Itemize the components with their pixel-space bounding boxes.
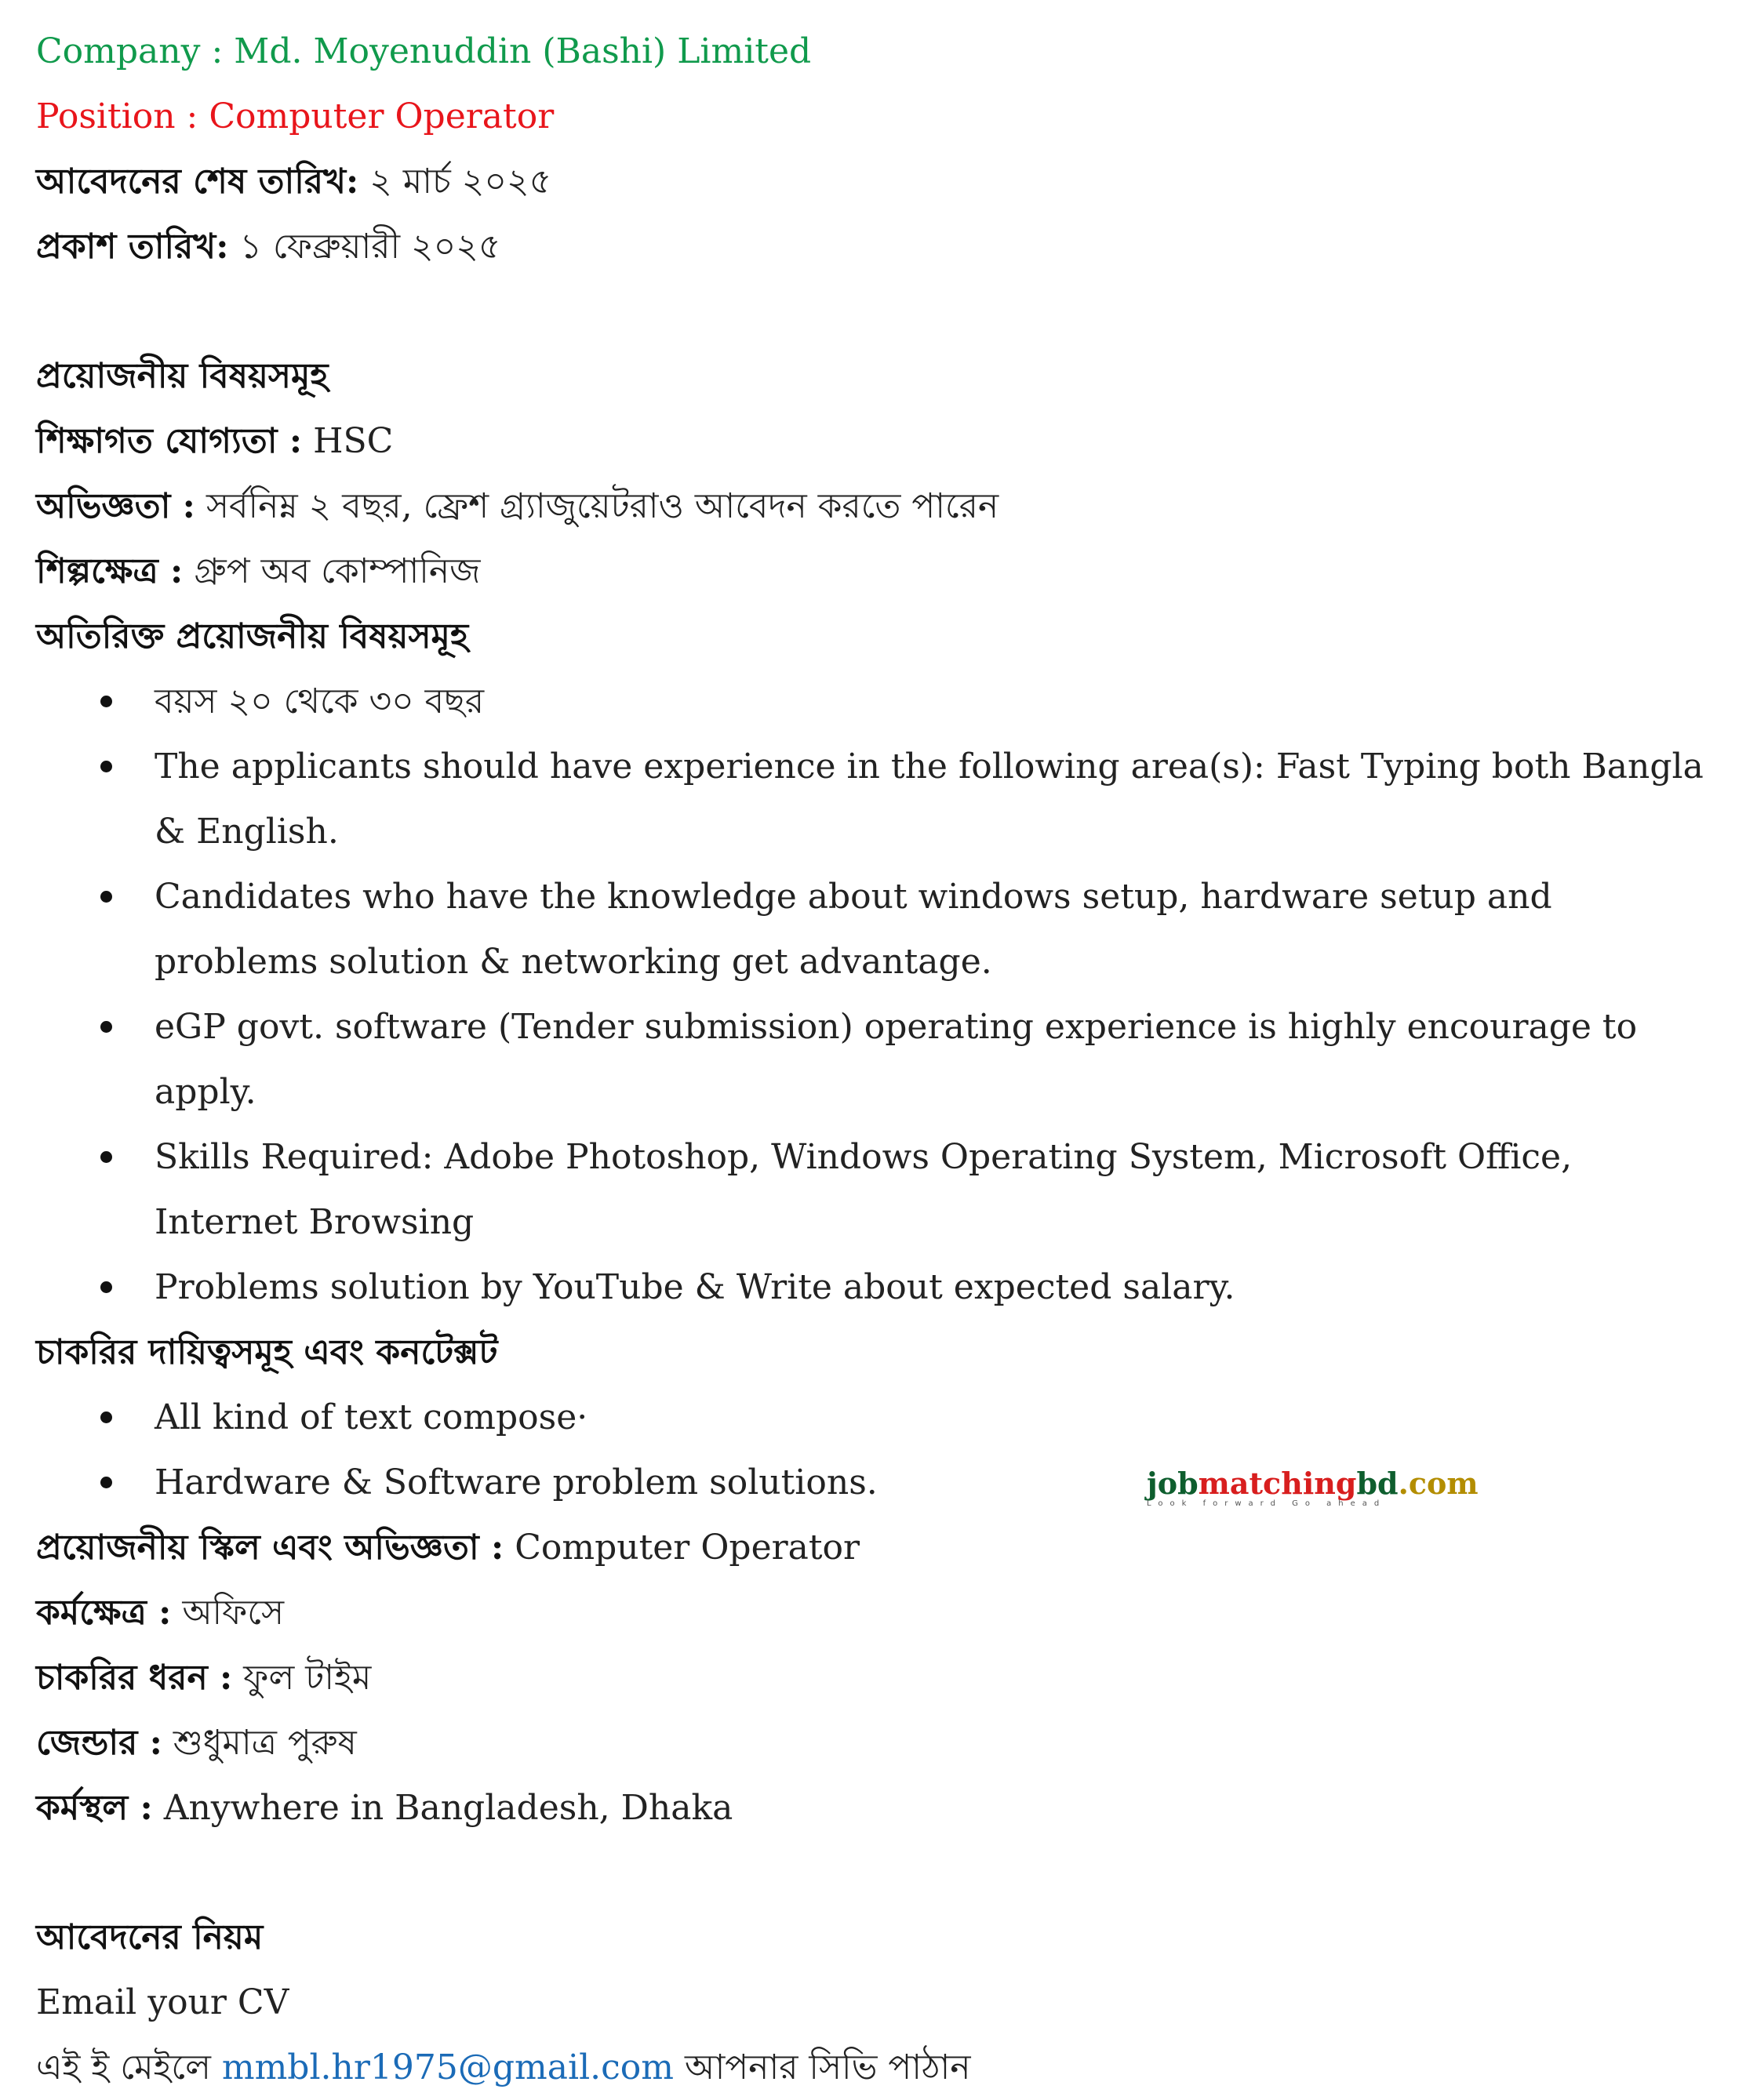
experience-line bbox=[36, 474, 1715, 539]
company-line bbox=[36, 19, 1715, 84]
responsibilities-heading: চাকরির দায়িত্বসমূহ এবং কনটেক্সট bbox=[36, 1332, 498, 1372]
job-post bbox=[36, 19, 1715, 2100]
additional-list bbox=[36, 669, 1715, 1320]
position-title: Computer Operator bbox=[209, 96, 555, 136]
deadline-line bbox=[36, 149, 1715, 214]
list-item: Skills Required: Adobe Photoshop, Windows Operating System, Microsoft Office, Internet Browsing bbox=[36, 1124, 1715, 1255]
published-line bbox=[36, 214, 1715, 279]
list-item: eGP govt. software (Tender submission) operating experience is highly encourage to apply. bbox=[36, 994, 1715, 1124]
bullet-icon bbox=[100, 1281, 112, 1293]
bullet-icon bbox=[100, 1412, 112, 1423]
position-line bbox=[36, 84, 1715, 149]
bullet-icon bbox=[100, 1477, 112, 1488]
experience-label: অভিজ্ঞতা : bbox=[36, 486, 195, 526]
skills-line bbox=[36, 1515, 1715, 1580]
requirements-heading: প্রয়োজনীয় বিষয়সমূহ bbox=[36, 356, 329, 396]
industry-line bbox=[36, 539, 1715, 604]
apply-suffix: আপনার সিভি পাঠান bbox=[684, 2047, 971, 2087]
industry-label: শিল্পক্ষেত্র : bbox=[36, 551, 184, 591]
job-type-value: ফুল টাইম bbox=[243, 1658, 372, 1698]
email-link[interactable]: mmbl.hr1975@gmail.com bbox=[221, 2047, 674, 2087]
apply-prefix: এই ই মেইলে bbox=[36, 2047, 211, 2087]
deadline-label: আবেদনের শেষ তারিখ: bbox=[36, 162, 359, 202]
bullet-icon bbox=[100, 761, 112, 772]
bullet-icon bbox=[100, 891, 112, 903]
position-label: Position : bbox=[36, 96, 198, 136]
list-item: The applicants should have experience in the following area(s): Fast Typing both Bangla & English. bbox=[36, 734, 1715, 864]
watermark-tagline: Look forward Go ahead bbox=[1147, 1499, 1387, 1508]
list-item: All kind of text compose· bbox=[36, 1385, 1715, 1450]
bullet-icon bbox=[100, 696, 112, 707]
apply-line-1: Email your CV bbox=[36, 1982, 289, 2022]
gender-value: শুধুমাত্র পুরুষ bbox=[173, 1723, 357, 1763]
job-type-label: চাকরির ধরন : bbox=[36, 1658, 233, 1698]
site-watermark bbox=[1147, 1466, 1479, 1515]
published-value: ১ ফেব্রুয়ারী ২০২৫ bbox=[239, 227, 501, 267]
location-label: কর্মস্থল : bbox=[36, 1788, 153, 1828]
workplace-line bbox=[36, 1580, 1715, 1645]
workplace-label: কর্মক্ষেত্র : bbox=[36, 1593, 172, 1633]
location-line bbox=[36, 1775, 1715, 1840]
skills-label: প্রয়োজনীয় স্কিল এবং অভিজ্ঞতা : bbox=[36, 1528, 504, 1568]
list-item: বয়স ২০ থেকে ৩০ বছর bbox=[36, 669, 1715, 734]
bullet-icon bbox=[100, 1151, 112, 1163]
gender-line bbox=[36, 1710, 1715, 1775]
workplace-value: অফিসে bbox=[182, 1593, 285, 1633]
list-item: Candidates who have the knowledge about windows setup, hardware setup and problems solution & networking get advantage. bbox=[36, 864, 1715, 994]
experience-value: সর্বনিম্ন ২ বছর, ফ্রেশ গ্র্যাজুয়েটরাও আবেদন করতে পারেন bbox=[206, 486, 999, 526]
bullet-icon bbox=[100, 1021, 112, 1033]
skills-value: Computer Operator bbox=[515, 1528, 860, 1568]
gender-label: জেন্ডার : bbox=[36, 1723, 162, 1763]
location-value: Anywhere in Bangladesh, Dhaka bbox=[163, 1788, 733, 1828]
apply-heading: আবেদনের নিয়ম bbox=[36, 1917, 264, 1957]
spacer bbox=[36, 1840, 1715, 1905]
list-item: Hardware & Software problem solutions. bbox=[36, 1450, 1715, 1515]
education-label: শিক্ষাগত যোগ্যতা : bbox=[36, 421, 303, 461]
additional-heading: অতিরিক্ত প্রয়োজনীয় বিষয়সমূহ bbox=[36, 616, 469, 656]
list-item: Problems solution by YouTube & Write about expected salary. bbox=[36, 1255, 1715, 1320]
watermark-logo: jobmatchingbd.com bbox=[1147, 1466, 1479, 1501]
education-line bbox=[36, 409, 1715, 474]
deadline-value: ২ মার্চ ২০২৫ bbox=[369, 162, 552, 202]
published-label: প্রকাশ তারিখ: bbox=[36, 227, 229, 267]
spacer bbox=[36, 279, 1715, 343]
apply-line-2 bbox=[36, 2035, 1715, 2100]
industry-value: গ্রুপ অব কোম্পানিজ bbox=[194, 551, 481, 591]
company-label: Company : bbox=[36, 31, 224, 71]
job-type-line bbox=[36, 1645, 1715, 1710]
education-value: HSC bbox=[313, 421, 394, 461]
company-name: Md. Moyenuddin (Bashi) Limited bbox=[234, 31, 812, 71]
